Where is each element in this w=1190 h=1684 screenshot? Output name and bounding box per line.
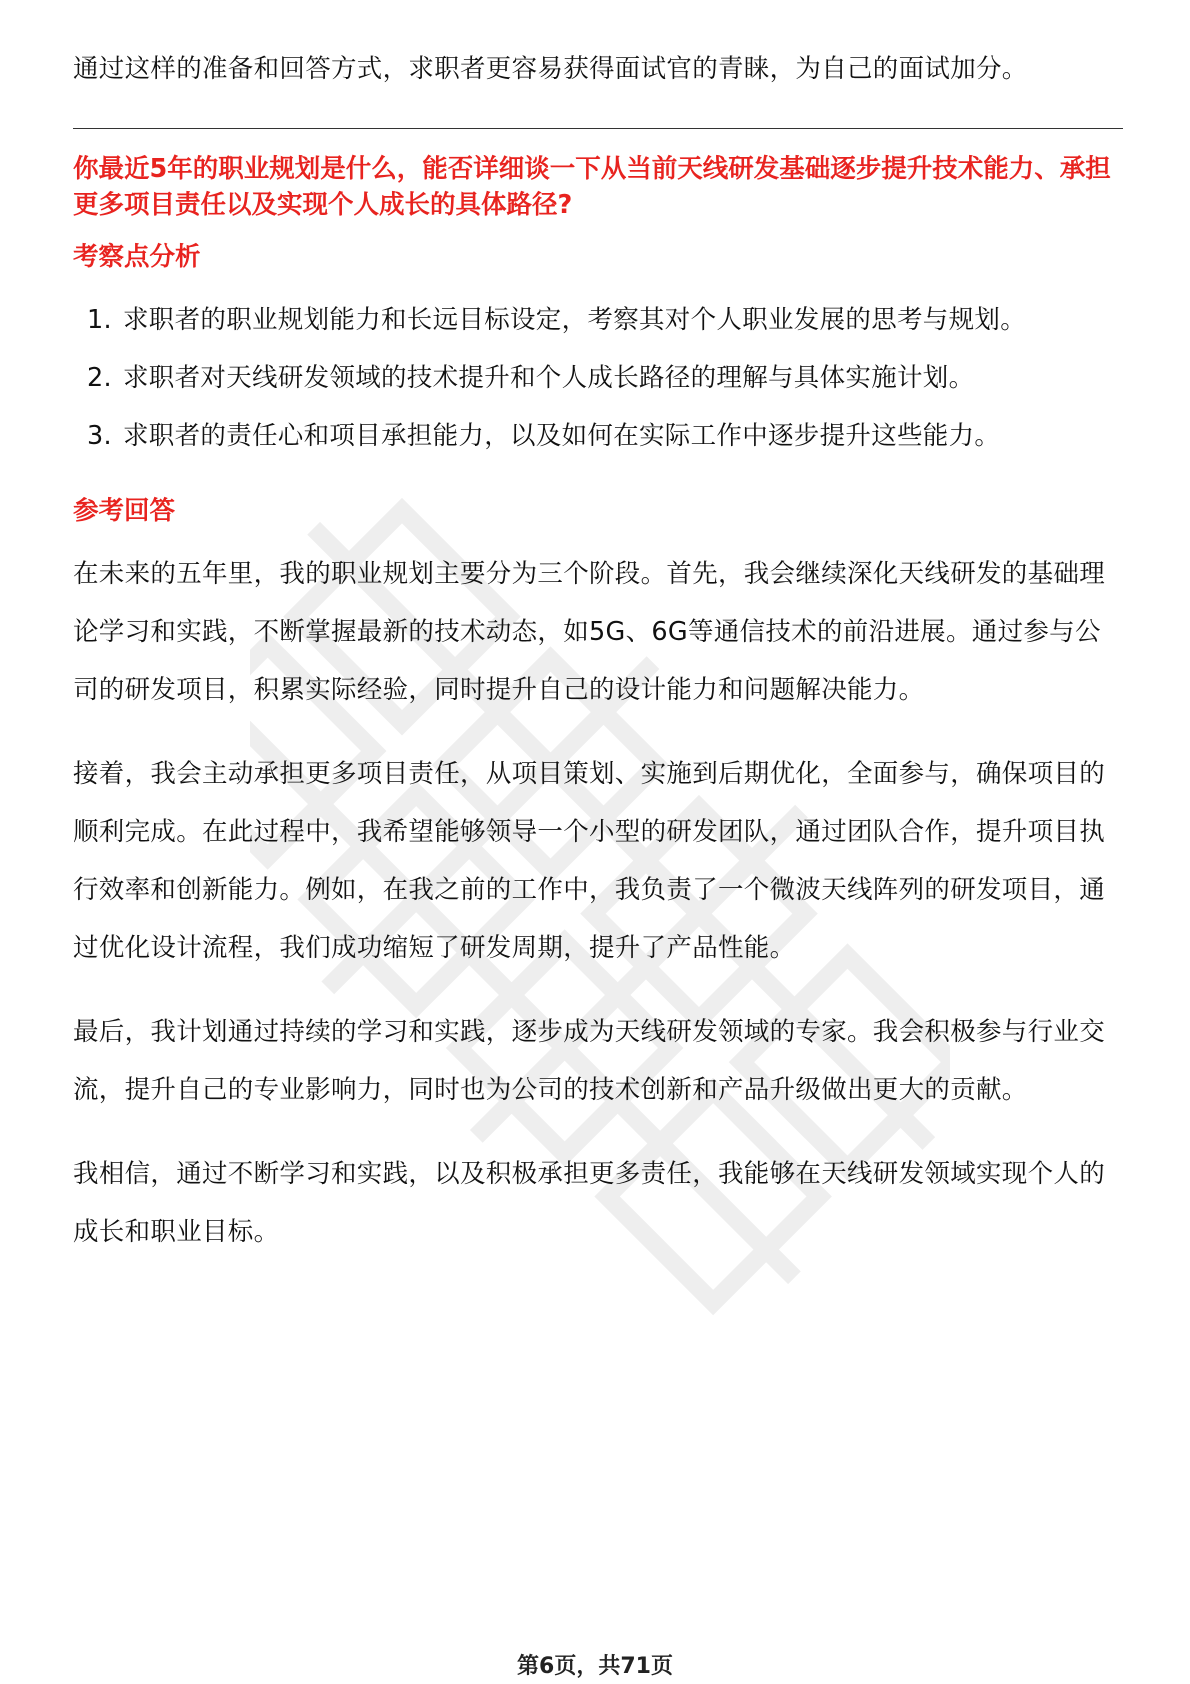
analysis-item-text: 求职者的职业规划能力和长远目标设定，考察其对个人职业发展的思考与规划。 — [123, 305, 1027, 335]
intro-paragraph: 通过这样的准备和回答方式，求职者更容易获得面试官的青睐，为自己的面试加分。 — [73, 54, 1028, 84]
interview-question: 你最近5年的职业规划是什么，能否详细谈一下从当前天线研发基础逐步提升技术能力、承担更多项目责任以及实现个人成长的具体路径? — [73, 154, 1111, 220]
answer-paragraph: 接着，我会主动承担更多项目责任，从项目策划、实施到后期优化，全面参与，确保项目的顺利完成。在此过程中，我希望能够领导一个小型的研发团队，通过团队合作，提升项目执行效率和创新能力。例如，在我之前的工作中，我负责了一个微波天线阵列的研发项目，通过优化设计流程，我们成功缩短了研发周期，提升了产品性能。 — [73, 759, 1106, 963]
analysis-item — [73, 407, 1123, 465]
document-content — [73, 40, 1123, 1287]
analysis-list — [73, 291, 1123, 465]
list-number: 1. — [87, 305, 112, 335]
analysis-heading: 考察点分析 — [73, 242, 201, 272]
answer-paragraph: 最后，我计划通过持续的学习和实践，逐步成为天线研发领域的专家。我会积极参与行业交流，提升自己的专业影响力，同时也为公司的技术创新和产品升级做出更大的贡献。 — [73, 1017, 1106, 1105]
analysis-item — [73, 349, 1123, 407]
answer-paragraph: 我相信，通过不断学习和实践，以及积极承担更多责任，我能够在天线研发领域实现个人的成长和职业目标。 — [73, 1159, 1106, 1247]
analysis-item-text: 求职者对天线研发领域的技术提升和个人成长路径的理解与具体实施计划。 — [123, 363, 975, 393]
answer-paragraph: 在未来的五年里，我的职业规划主要分为三个阶段。首先，我会继续深化天线研发的基础理论学习和实践，不断掌握最新的技术动态，如5G、6G等通信技术的前沿进展。通过参与公司的研发项目，积累实际经验，同时提升自己的设计能力和问题解决能力。 — [73, 559, 1106, 705]
analysis-item-text: 求职者的责任心和项目承担能力，以及如何在实际工作中逐步提升这些能力。 — [123, 421, 1001, 451]
page-number: 第6页，共71页 — [517, 1654, 673, 1679]
list-number: 3. — [87, 421, 112, 451]
section-divider — [73, 128, 1123, 129]
analysis-item — [73, 291, 1123, 349]
answer-heading: 参考回答 — [73, 496, 176, 526]
list-number: 2. — [87, 363, 112, 393]
